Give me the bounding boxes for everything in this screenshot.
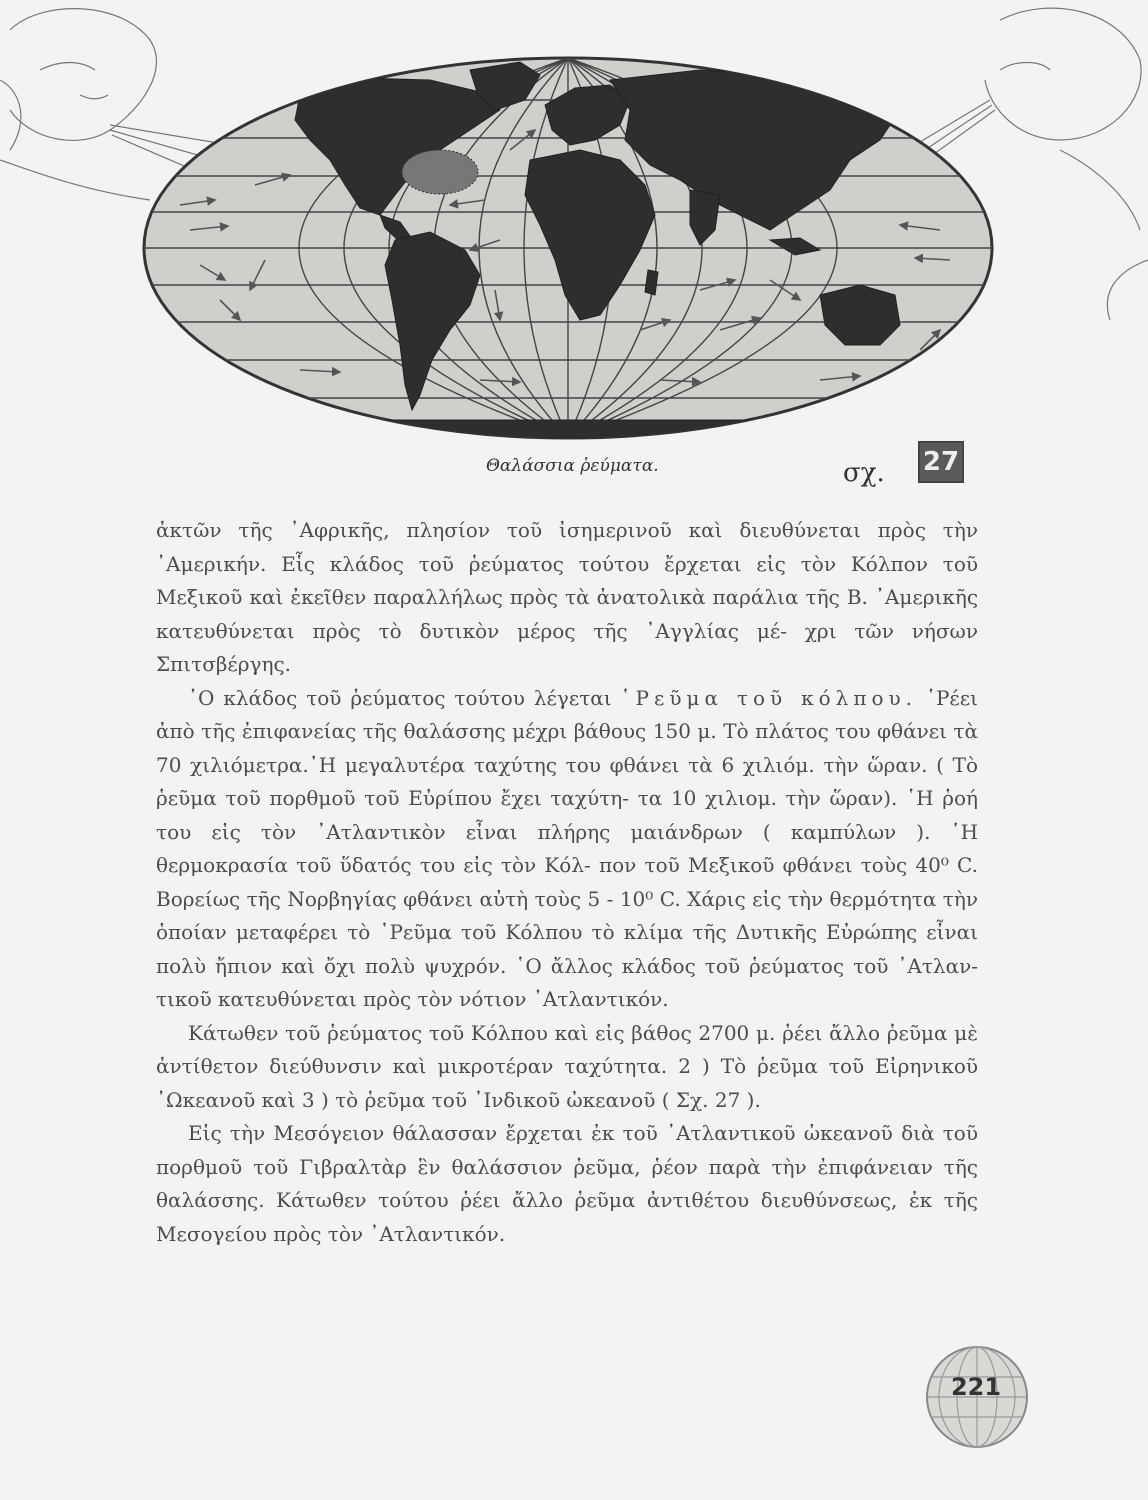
text-line: ἐπιφάνειαν τῆς θαλάσσης. Κάτωθεν τούτου ῥέει ἄλλο ῥεῦμα ἀντιθέτου bbox=[156, 1154, 979, 1212]
text-line: ἄλλο ῥεῦμα μὲ ἀντίθετον διεύθυνσιν καὶ μικροτέραν ταχύτητα. 2 ) Τὸ bbox=[156, 1020, 978, 1078]
emphasized-term: ῾Ρεῦμα τοῦ κόλπου. bbox=[620, 685, 918, 710]
text-line: Εἰς τὴν Μεσόγειον θάλασσαν ἔρχεται ἐκ τοῦ ᾿Ατλαντικοῦ ὠκεανοῦ bbox=[188, 1121, 893, 1145]
text-line: τα 10 χιλιομ. τὴν ὥραν). ῾Η ῥοή του εἰς τὸν ᾿Ατλαντικὸν εἶναι πλήρης bbox=[156, 786, 978, 844]
body-text bbox=[156, 514, 978, 1251]
page-number: 221 bbox=[950, 1373, 1002, 1401]
ocean-currents-figure bbox=[0, 0, 1148, 488]
figure-label: σχ. bbox=[843, 458, 885, 488]
text-line: ῾Ρέει ἀπὸ τῆς ἐπιφανείας τῆς θαλάσσης μέχρι βάθους 150 μ. Τὸ πλάτος bbox=[156, 685, 978, 743]
paragraph-3 bbox=[156, 1017, 978, 1118]
text-line: ῾Ο κλάδος τοῦ ῥεύματος τούτου λέγεται bbox=[188, 685, 621, 710]
text-line: πον τοῦ Μεξικοῦ φθάνει τοὺς 40⁰ C. Βορείως τῆς Νορβηγίας φθάνει bbox=[156, 853, 978, 911]
text-line: τικοῦ κατευθύνεται πρὸς τὸν νότιον ᾿Ατλαντικόν. bbox=[156, 987, 669, 1011]
text-line: Κάτωθεν τοῦ ῥεύματος τοῦ Κόλπου καὶ εἰς βάθος 2700 μ. ῥέει bbox=[188, 1020, 823, 1045]
text-line: ἀκτῶν τῆς ᾿Αφρικῆς, πλησίον τοῦ ἰσημερινοῦ καὶ διευθύνεται πρὸς τὴν bbox=[156, 518, 978, 542]
paragraph-4 bbox=[156, 1117, 978, 1251]
text-line: Β. ᾿Αμερικῆς κατευθύνεται πρὸς τὸ δυτικὸν μέρος τῆς ᾿Αγγλίας μέ- bbox=[156, 585, 979, 643]
sargasso-sea-area bbox=[402, 150, 478, 194]
text-line: αὐτὴ τοὺς 5 - 10⁰ C. Χάρις εἰς τὴν θερμότητα τὴν ὁποίαν μεταφέρει bbox=[156, 886, 979, 944]
text-line: ᾿Αμερικήν. Εἷς κλάδος τοῦ ῥεύματος τούτου ἔρχεται εἰς τὸν Κόλπον bbox=[156, 551, 928, 576]
text-line: ( Σχ. 27 ). bbox=[661, 1087, 761, 1112]
text-line: χρι τῶν νήσων Σπιτσβέργης. bbox=[156, 618, 979, 676]
text-line: τοῦ Μεξικοῦ καὶ ἐκεῖθεν παραλλήλως πρὸς τὰ ἀνατολικὰ παράλια τῆς bbox=[156, 551, 979, 609]
text-line: μαιάνδρων ( καμπύλων ). ῾Η θερμοκρασία τοῦ ὕδατός του εἰς τὸν Κόλ- bbox=[156, 819, 979, 877]
text-line: τὸ ῾Ρεῦμα τοῦ Κόλπου τὸ κλίμα τῆς Δυτικῆς Εὐρώπης εἶναι πολὺ bbox=[156, 920, 979, 978]
text-line: ῥεῦμα τοῦ Εἰρηνικοῦ ᾿Ωκεανοῦ καὶ 3 ) τὸ ῥεῦμα τοῦ ᾿Ινδικοῦ ὠκεανοῦ bbox=[156, 1054, 979, 1112]
text-line: του φθάνει τὰ 70 χιλιόμετρα.῾Η μεγαλυτέρα ταχύτης του φθάνει τὰ 6 bbox=[156, 719, 978, 777]
text-line: χιλιόμ. τὴν ὥραν. ( Τὸ ῥεῦμα τοῦ πορθμοῦ τοῦ Εὐρίπου ἔχει ταχύτη- bbox=[156, 752, 979, 810]
world-map-illustration bbox=[0, 0, 1148, 470]
text-line: διὰ τοῦ πορθμοῦ τοῦ Γιβραλτὰρ ἓν θαλάσσιον ῥεῦμα, ῥέον παρὰ τὴν bbox=[156, 1121, 978, 1179]
paragraph-2 bbox=[156, 682, 978, 1017]
text-line: διευθύνσεως, ἐκ τῆς Μεσογείου πρὸς τὸν ᾿Ατλαντικόν. bbox=[156, 1188, 978, 1246]
paragraph-1 bbox=[156, 514, 978, 682]
figure-caption: Θαλάσσια ῥεύματα. bbox=[486, 456, 659, 476]
text-line: ἤπιον καὶ ὄχι πολὺ ψυχρόν. ῾Ο ἄλλος κλάδος τοῦ ῥεύματος τοῦ ᾿Ατλαν- bbox=[215, 953, 978, 978]
figure-number-badge: 27 bbox=[918, 441, 964, 483]
